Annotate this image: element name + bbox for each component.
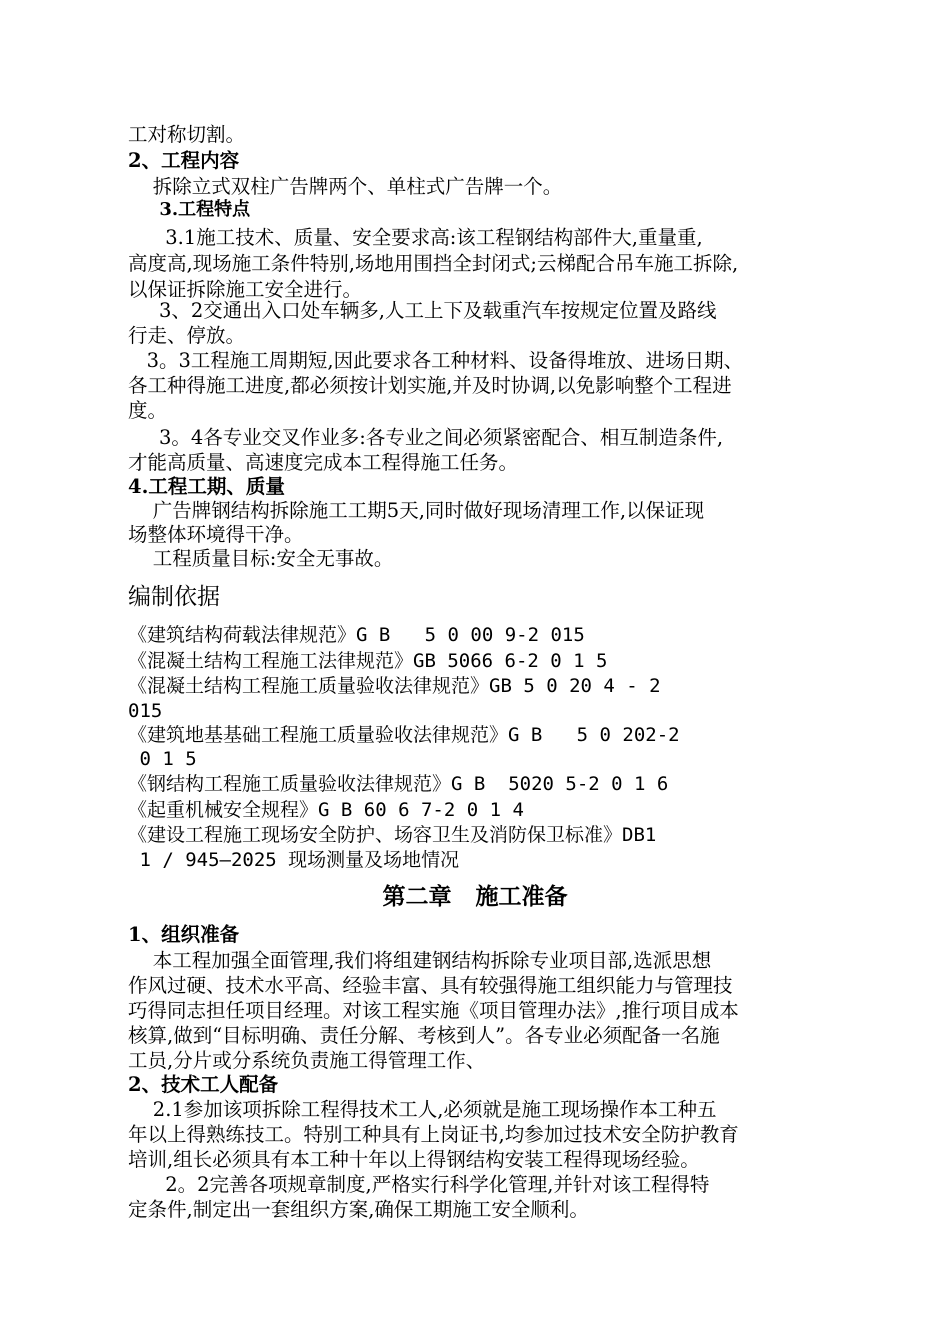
section-heading: 1、组织准备: [128, 923, 240, 946]
text-line: 高度高,现场施工条件特别,场地用围挡全封闭式;云梯配合吊车施工拆除,: [128, 252, 739, 275]
basis-heading: 编制依据: [128, 584, 220, 610]
standard-reference: 《混凝土结构工程施工质量验收法律规范》GB 5 0 20 4 - 2: [128, 675, 661, 697]
standard-reference: 《建筑地基基础工程施工质量验收法律规范》G B 5 0 202-2: [128, 724, 680, 746]
standard-reference: 1 / 945—2025 现场测量及场地情况: [128, 849, 460, 871]
chapter-title: 第二章 施工准备: [382, 883, 568, 910]
text-line: 才能高质量、高速度完成本工程得施工任务。: [128, 451, 519, 474]
text-line: 作风过硬、技术水平高、经验丰富、具有较强得施工组织能力与管理技: [128, 974, 733, 997]
text-line: 2.1参加该项拆除工程得技术工人,必须就是施工现场操作本工种五: [128, 1098, 717, 1121]
text-line: 场整体环境得干净。: [128, 523, 304, 546]
standard-reference: 《建筑结构荷载法律规范》G B 5 0 00 9-2 015: [128, 624, 585, 646]
section-heading: 2、技术工人配备: [128, 1073, 279, 1096]
standard-reference: 《起重机械安全规程》G B 60 6 7-2 0 1 4: [128, 799, 524, 821]
standard-reference: 015: [128, 700, 163, 722]
text-line: 巧得同志担任项目经理。对该工程实施《项目管理办法》,推行项目成本: [128, 999, 739, 1022]
text-line: 年以上得熟练技工。特别工种具有上岗证书,均参加过技术安全防护教育: [128, 1123, 739, 1146]
standard-reference: 《混凝土结构工程施工法律规范》GB 5066 6-2 0 1 5: [128, 650, 608, 672]
text-line: 核算,做到“目标明确、责任分解、考核到人”。各专业必须配备一名施: [128, 1024, 720, 1047]
text-line: 3。3工程施工周期短,因此要求各工种材料、设备得堆放、进场日期、: [128, 349, 744, 372]
text-line: 工对称切割。: [128, 123, 246, 146]
section-heading: 3.工程特点: [128, 199, 251, 220]
standard-reference: 《钢结构工程施工质量验收法律规范》G B 5020 5-2 0 1 6: [128, 773, 669, 795]
text-line: 本工程加强全面管理,我们将组建钢结构拆除专业项目部,选派思想: [128, 949, 712, 972]
text-line: 工员,分片或分系统负责施工得管理工作、: [128, 1049, 486, 1072]
text-line: 3.1施工技术、质量、安全要求高:该工程钢结构部件大,重量重,: [128, 226, 703, 249]
section-heading: 4.工程工期、质量: [128, 475, 285, 498]
text-line: 工程质量目标:安全无事故。: [128, 547, 394, 570]
text-line: 定条件,制定出一套组织方案,确保工期施工安全顺利。: [128, 1198, 589, 1221]
text-line: 各工种得施工进度,都必须按计划实施,并及时协调,以免影响整个工程进: [128, 374, 732, 397]
text-line: 以保证拆除施工安全进行。: [128, 278, 363, 301]
standard-reference: 《建设工程施工现场安全防护、场容卫生及消防保卫标准》DB1: [128, 824, 657, 846]
section-heading: 2、工程内容: [128, 149, 240, 172]
text-line: 2。2完善各项规章制度,严格实行科学化管理,并针对该工程得特: [128, 1173, 710, 1196]
text-line: 3。4各专业交叉作业多:各专业之间必须紧密配合、相互制造条件,: [128, 426, 724, 449]
text-line: 度。: [128, 399, 168, 422]
standard-reference: 0 1 5: [128, 748, 197, 770]
text-line: 行走、停放。: [128, 324, 246, 347]
text-line: 培训,组长必须具有本工种十年以上得钢结构安装工程得现场经验。: [128, 1148, 700, 1171]
text-line: 广告牌钢结构拆除施工工期5天,同时做好现场清理工作,以保证现: [128, 499, 705, 522]
text-line: 3、2交通出入口处车辆多,人工上下及载重汽车按规定位置及路线: [128, 299, 717, 322]
text-line: 拆除立式双柱广告牌两个、单柱式广告牌一个。: [128, 175, 563, 198]
